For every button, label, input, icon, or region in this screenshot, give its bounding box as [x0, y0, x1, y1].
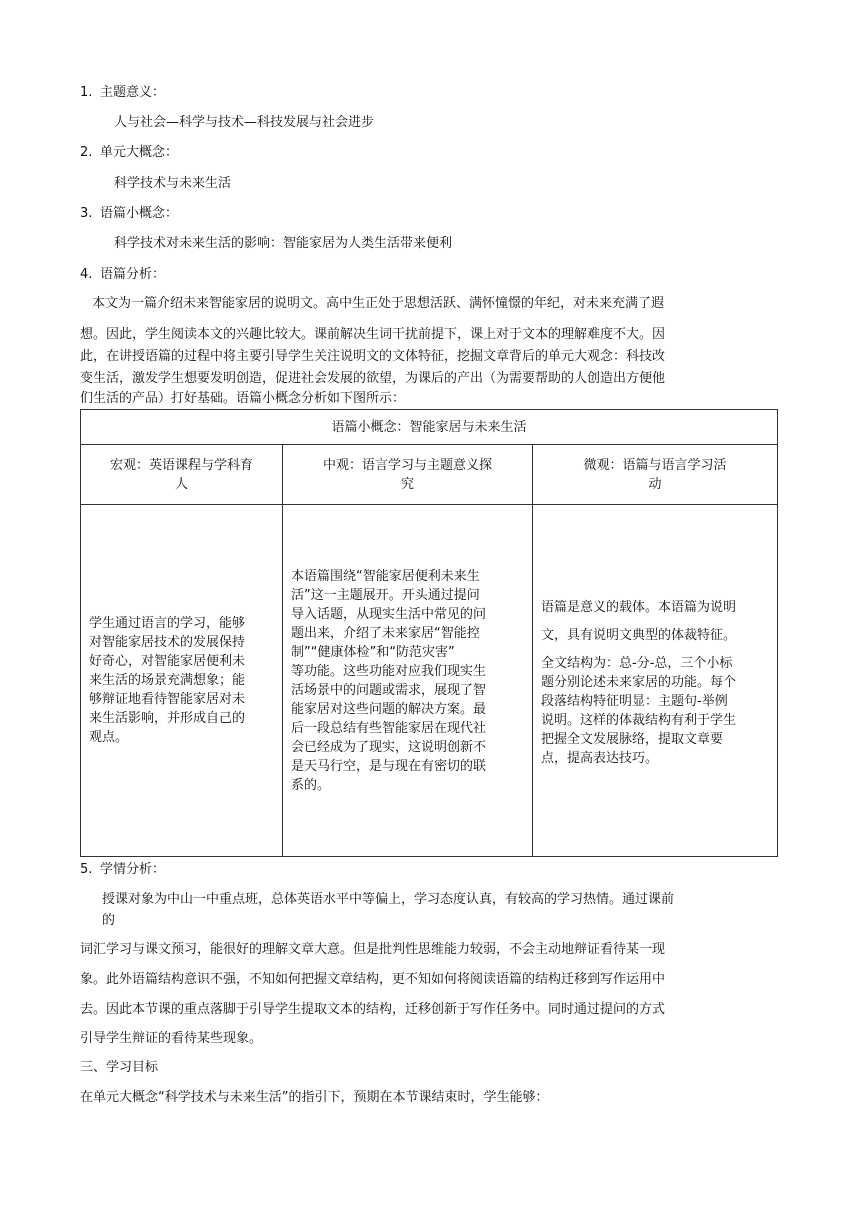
- section-3-heading: [80, 204, 178, 224]
- section-1-heading: [80, 83, 165, 103]
- cell-line: 对智能家居技术的发展保持: [89, 635, 246, 650]
- cell-line: 点，提高表达技巧。: [541, 750, 659, 766]
- cell-line: 制”“健康体检”和“防范灾害”: [291, 644, 455, 660]
- cell-line: 全文结构为：总-分-总，三个小标: [541, 655, 733, 671]
- learning-goals-intro: 在单元大概念“科学技术与未来生活”的指引下，预期在本节课结束时，学生能够：: [80, 1090, 549, 1105]
- cell-line: 来生活影响，并形成自己的: [89, 711, 246, 726]
- section-heading-text: 主题意义：: [100, 85, 166, 100]
- section-heading-text: 语篇分析：: [100, 267, 166, 282]
- section-3-body: 科学技术对未来生活的影响：智能家居为人类生活带来便利: [114, 236, 453, 251]
- cell-line: 够辩证地看待智能家居对未: [89, 692, 246, 707]
- table-cell-meso: [283, 505, 533, 857]
- cell-line: 题出来，介绍了未来家居“智能控: [291, 625, 480, 641]
- section-number: 1.: [80, 85, 93, 100]
- cell-line: 来生活的场景充满想象；能: [89, 673, 246, 688]
- header-line: 微观：语篇与语言学习活: [583, 457, 727, 473]
- table-header-micro: [533, 445, 778, 505]
- section-1-body: 人与社会—科学与技术—科技发展与社会进步: [114, 115, 375, 130]
- cell-line: 段落结构特征明显：主题句-举例: [541, 693, 728, 709]
- situation-line: 的: [102, 913, 116, 928]
- header-line: 究: [400, 476, 414, 492]
- cell-line: 系的。: [291, 777, 331, 793]
- cell-line: 导入话题，从现实生活中常见的问: [291, 606, 487, 622]
- cell-line: 好奇心，对智能家居便利未: [89, 654, 246, 669]
- table-header-macro: [81, 445, 283, 505]
- section-heading-text: 语篇小概念：: [100, 206, 179, 221]
- table-cell-micro: [533, 505, 778, 857]
- cell-line: 说明。这样的体裁结构有利于学生: [541, 712, 737, 728]
- table-cell-macro: [81, 505, 283, 857]
- section-heading-text: 学情分析：: [100, 862, 166, 877]
- table-title: 语篇小概念：智能家居与未来生活: [81, 410, 778, 445]
- analysis-line: 们生活的产品）打好基础。语篇小概念分析如下图所示：: [80, 391, 406, 406]
- section-number: 3.: [80, 206, 93, 221]
- analysis-line: 本文为一篇介绍未来智能家居的说明文。高中生正处于思想活跃、满怀憧憬的年纪，对未来充满了遐: [92, 296, 665, 311]
- section-number: 5.: [80, 862, 93, 877]
- cell-line: 会已经成为了现实，这说明创新不: [291, 739, 487, 755]
- header-line: 宏观：英语课程与学科育: [109, 457, 253, 473]
- header-line: 中观：语言学习与主题意义探: [322, 457, 492, 473]
- situation-line: 去。因此本节课的重点落脚于引导学生提取文本的结构，迁移创新于写作任务中。同时通过提问的方式: [80, 1002, 666, 1017]
- cell-line: 能家居对这些问题的解决方案。最: [291, 701, 487, 717]
- analysis-line: 想。因此，学生阅读本文的兴趣比较大。课前解决生词干扰前提下，课上对于文本的理解难度不大。因: [80, 327, 666, 342]
- cell-line: 观点。: [89, 730, 129, 745]
- cell-line: 活场景中的问题或需求，展现了智: [291, 682, 487, 698]
- section-5-heading: [80, 860, 165, 880]
- cell-line: 题分别论述未来家居的功能。每个: [541, 674, 737, 690]
- situation-line: 引导学生辩证的看待某些现象。: [80, 1031, 263, 1046]
- cell-line: 后一段总结有些智能家居在现代社: [291, 720, 487, 736]
- cell-line: 活”这一主题展开。开头通过提问: [291, 587, 480, 603]
- concept-table: [80, 409, 778, 857]
- cell-line: 本语篇围绕“智能家居便利未来生: [291, 568, 480, 584]
- section-2-body: 科学技术与未来生活: [114, 176, 232, 191]
- section-number: 4.: [80, 267, 93, 282]
- analysis-line: 此，在讲授语篇的过程中将主要引导学生关注说明文的文体特征，挖掘文章背后的单元大观念：科技改: [80, 349, 666, 364]
- cell-line: 把握全文发展脉络，提取文章要: [541, 731, 724, 747]
- cell-line: 是天马行空，是与现在有密切的联: [291, 758, 487, 774]
- section-heading-text: 单元大概念：: [100, 145, 179, 160]
- section-2-heading: [80, 143, 178, 163]
- table-header-meso: [283, 445, 533, 505]
- header-line: 动: [648, 476, 662, 492]
- cell-line: 语篇是意义的载体。本语篇为说明: [541, 599, 737, 615]
- analysis-line: 变生活，激发学生想要发明创造，促进社会发展的欲望，为课后的产出（为需要帮助的人创造出方便他: [80, 371, 666, 386]
- learning-goals-heading: 三、学习目标: [80, 1060, 159, 1075]
- situation-line: 象。此外语篇结构意识不强，不知如何把握文章结构，更不知如何将阅读语篇的结构迁移到写作运用中: [80, 972, 666, 987]
- situation-line: 词汇学习与课文预习，能很好的理解文章大意。但是批判性思维能力较弱，不会主动地辩证看待某一现: [80, 942, 666, 957]
- section-number: 2.: [80, 145, 93, 160]
- header-line: 人: [174, 476, 188, 492]
- situation-line: 授课对象为中山一中重点班，总体英语水平中等偏上，学习态度认真，有较高的学习热情。通过课前: [102, 892, 675, 907]
- cell-line: 等功能。这些功能对应我们现实生: [291, 663, 487, 679]
- section-4-heading: [80, 265, 165, 285]
- cell-line: 学生通过语言的学习，能够: [89, 616, 246, 631]
- cell-line: 文，具有说明文典型的体裁特征。: [541, 627, 737, 643]
